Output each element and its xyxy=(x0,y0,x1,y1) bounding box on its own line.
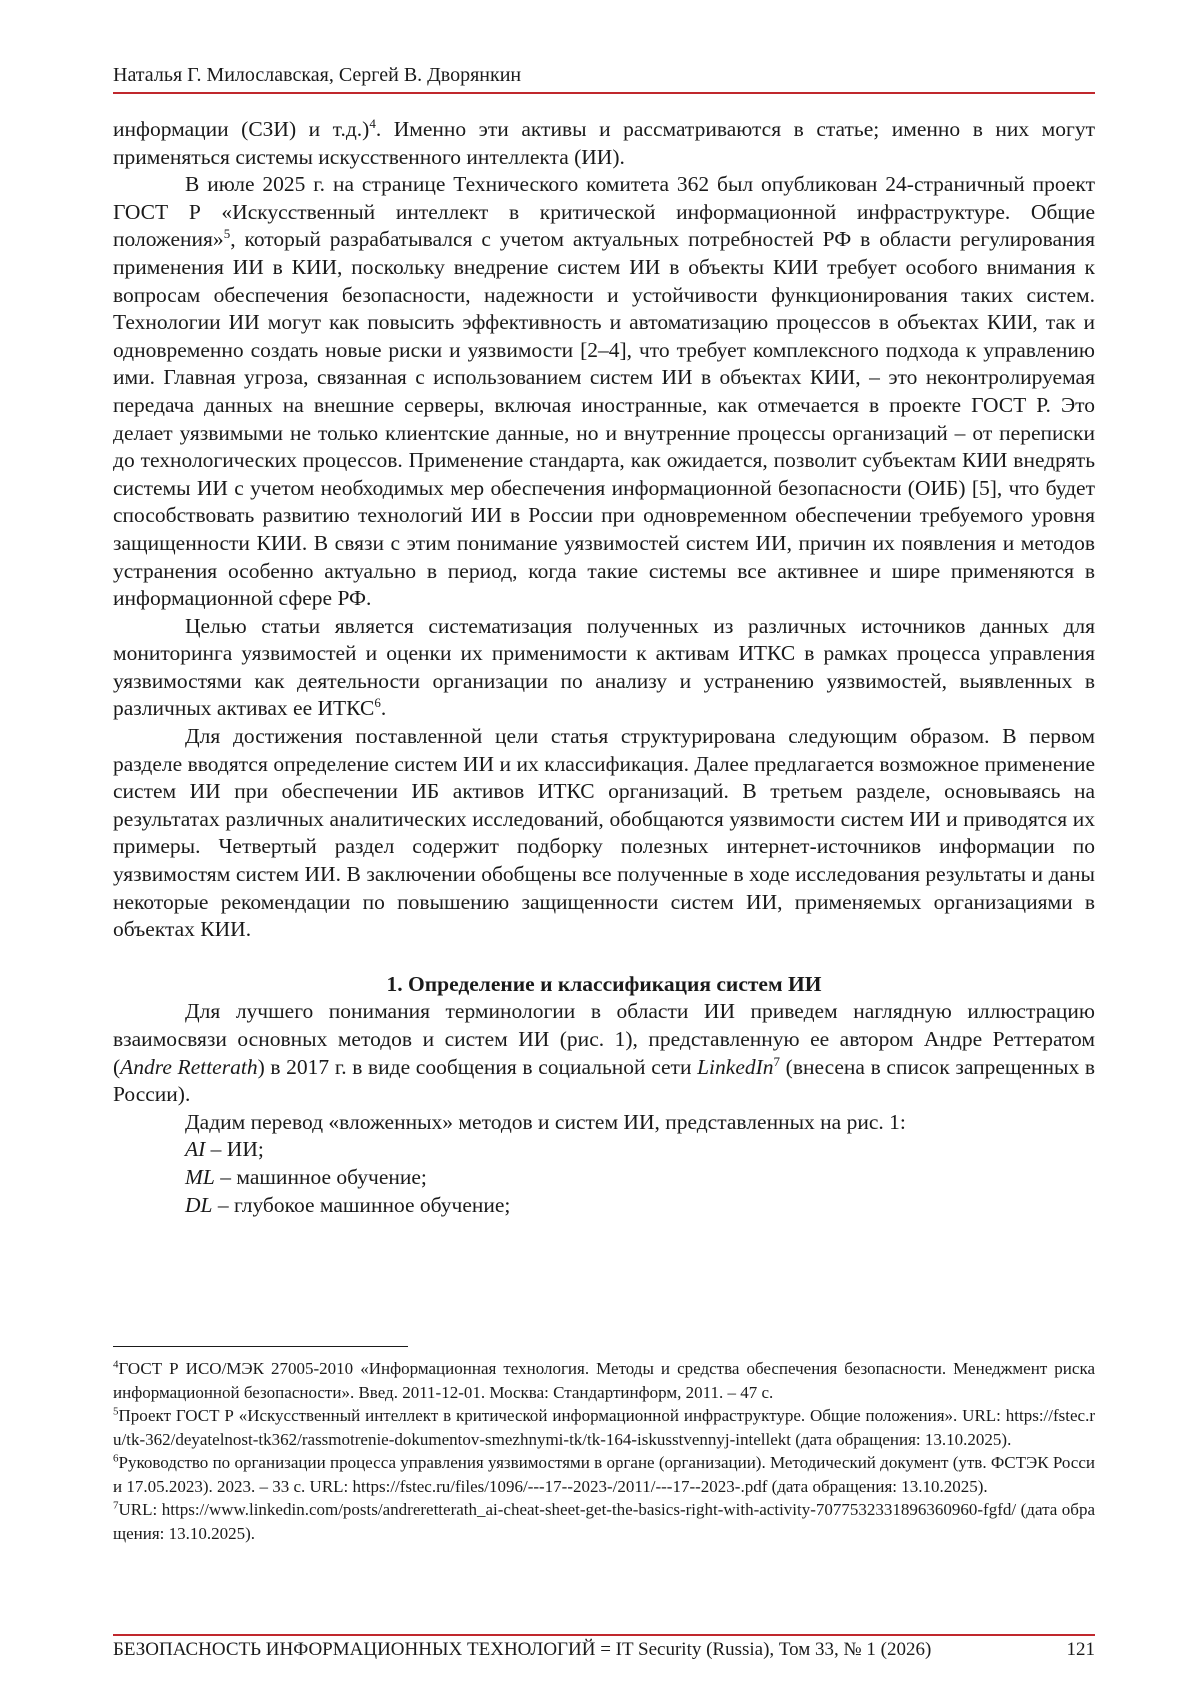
footnote-4: $^4$ГОСТ Р ИСО/МЭК 27005-2010 «Информационная технология. Методы и средства обеспечения безопасности. Менеджмент риска информационной безопасности». Введ. 2011-12-01. Москва: Стандартинформ, 2011. – 47 с. xyxy=(113,1358,1095,1402)
paragraph-4: Для достижения поставленной цели статья структурирована следующим образом. В первом разделе вводятся определение систем ИИ и их классификация. Далее предлагается возможное применение систем ИИ при обеспечении ИБ активов ИТКС организаций. В третьем разделе, основываясь на результатах различных аналитических исследований, обобщаются уязвимости систем ИИ и приводятся их примеры. Четвертый раздел содержит подборку полезных интернет-источников информации по уязвимостям систем ИИ. В заключении обобщены все полученные в ходе исследования результаты и даны некоторые рекомендации по повышению защищенности систем ИИ, применяемых организациями в объектах КИИ. xyxy=(113,724,1095,942)
term-item: DL – глубокое машинное обучение; xyxy=(185,1192,511,1217)
paragraph-6: Дадим перевод «вложенных» методов и систем ИИ, представленных на рис. 1: xyxy=(185,1109,906,1134)
footnote-ref-5[interactable]: 5 xyxy=(223,226,231,242)
term-name: DL xyxy=(185,1192,213,1217)
term-item: ML – машинное обучение; xyxy=(185,1164,427,1189)
paragraph-2: В июле 2025 г. на странице Технического комитета 362 был опубликован 24-страничный проект ГОСТ Р «Искусственный интеллект в критической информационной инфраструктуре. Общие положения»$^5$, который разрабатывался с учетом актуальных потребностей РФ в области регулирования применения ИИ в КИИ, поскольку внедрение систем ИИ в объекты КИИ требует особого внимания к вопросам обеспечения безопасности, надежности и устойчивости функционирования таких систем. Технологии ИИ могут как повысить эффективность и автоматизацию процессов в объектах КИИ, так и одновременно создать новые риски и уязвимости [2–4], что требует комплексного подхода к управлению ими. Главная угроза, связанная с использованием систем ИИ в объектах КИИ, – это неконтролируемая передача данных на внешние серверы, включая иностранные, как отмечается в проекте ГОСТ Р. Это делает уязвимыми не только клиентские данные, но и внутренние процессы организаций – от переписки до технологических процессов. Применение стандарта, как ожидается, позволит субъектам КИИ внедрять системы ИИ с учетом необходимых мер обеспечения информационной безопасности (ОИБ) [5], что будет способствовать развитию технологий ИИ в России при одновременном обеспечении требуемого уровня защищенности КИИ. В связи с этим понимание уязвимостей систем ИИ, причин их появления и методов устранения особенно актуально в период, когда такие системы все активнее и шире применяются в информационной сфере РФ. xyxy=(113,172,1095,611)
article-body xyxy=(113,116,1095,1219)
term-name: ML xyxy=(185,1164,215,1189)
footnote-6: $^6$Руководство по организации процесса управления уязвимостями в органе (организации). Методический документ (утв. ФСТЭК России 17.05.2023). 2023. – 33 с. URL: https://fstec.ru/files/1096/---17--2023-/2011/---17--2023-.pdf (дата обращения: 13.10.2025). xyxy=(113,1452,1095,1496)
section-heading: 1. Определение и классификация систем ИИ xyxy=(386,971,822,996)
term-item: AI – ИИ; xyxy=(185,1137,264,1162)
footnote-7: $^7$URL: https://www.linkedin.com/posts/andreretterath_ai-cheat-sheet-get-the-basics-right-with-activity-7077532331896360960-fgfd/ (дата обращения: 13.10.2025). xyxy=(113,1499,1095,1543)
author-name: Andre Retterath xyxy=(120,1054,258,1079)
footnote-ref-6[interactable]: 6 xyxy=(374,695,381,711)
footnote-5: $^5$Проект ГОСТ Р «Искусственный интеллект в критической информационной инфраструктуре. Общие положения». URL: https://fstec.ru/tk-362/deyatelnost-tk362/rassmotrenie-dokumentov-smezhnymi-tk/tk-164-iskusstvennyj-intellekt (дата обращения: 13.10.2025). xyxy=(113,1405,1095,1449)
footnotes xyxy=(113,1346,1095,1545)
header-authors: Наталья Г. Милославская, Сергей В. Дворянкин xyxy=(113,64,522,86)
running-footer xyxy=(113,1634,1095,1664)
page-number: 121 xyxy=(1066,1639,1095,1660)
footer-journal: БЕЗОПАСНОСТЬ ИНФОРМАЦИОННЫХ ТЕХНОЛОГИЙ = IT Security (Russia), Том 33, № 1 (2026) xyxy=(113,1639,932,1660)
network-name: LinkedIn xyxy=(697,1054,774,1079)
footnote-ref-7[interactable]: 7 xyxy=(773,1053,781,1069)
footnote-ref-4[interactable]: 4 xyxy=(369,115,376,131)
paragraph-5: Для лучшего понимания терминологии в области ИИ приведем наглядную иллюстрацию взаимосвязи основных методов и систем ИИ (рис. 1), представленную ее автором Андре Реттератом (Andre Retterath) в 2017 г. в виде сообщения в социальной сети LinkedIn$^7$ (внесена в список запрещенных в России). xyxy=(113,999,1095,1107)
paragraph-3: Целью статьи является систематизация полученных из различных источников данных для мониторинга уязвимостей и оценки их применимости к активам ИТКС в рамках процесса управления уязвимостями как деятельности организации по анализу и устранению уязвимостей, выявленных в различных активах ее ИТКС$^6$. xyxy=(113,613,1095,721)
paragraph-1: информации (СЗИ) и т.д.)$^4$. Именно эти активы и рассматриваются в статье; именно в них могут применяться системы искусственного интеллекта (ИИ). xyxy=(113,115,1095,169)
running-header xyxy=(113,62,1095,94)
term-name: AI xyxy=(185,1137,206,1162)
footnote-divider xyxy=(113,1346,408,1347)
